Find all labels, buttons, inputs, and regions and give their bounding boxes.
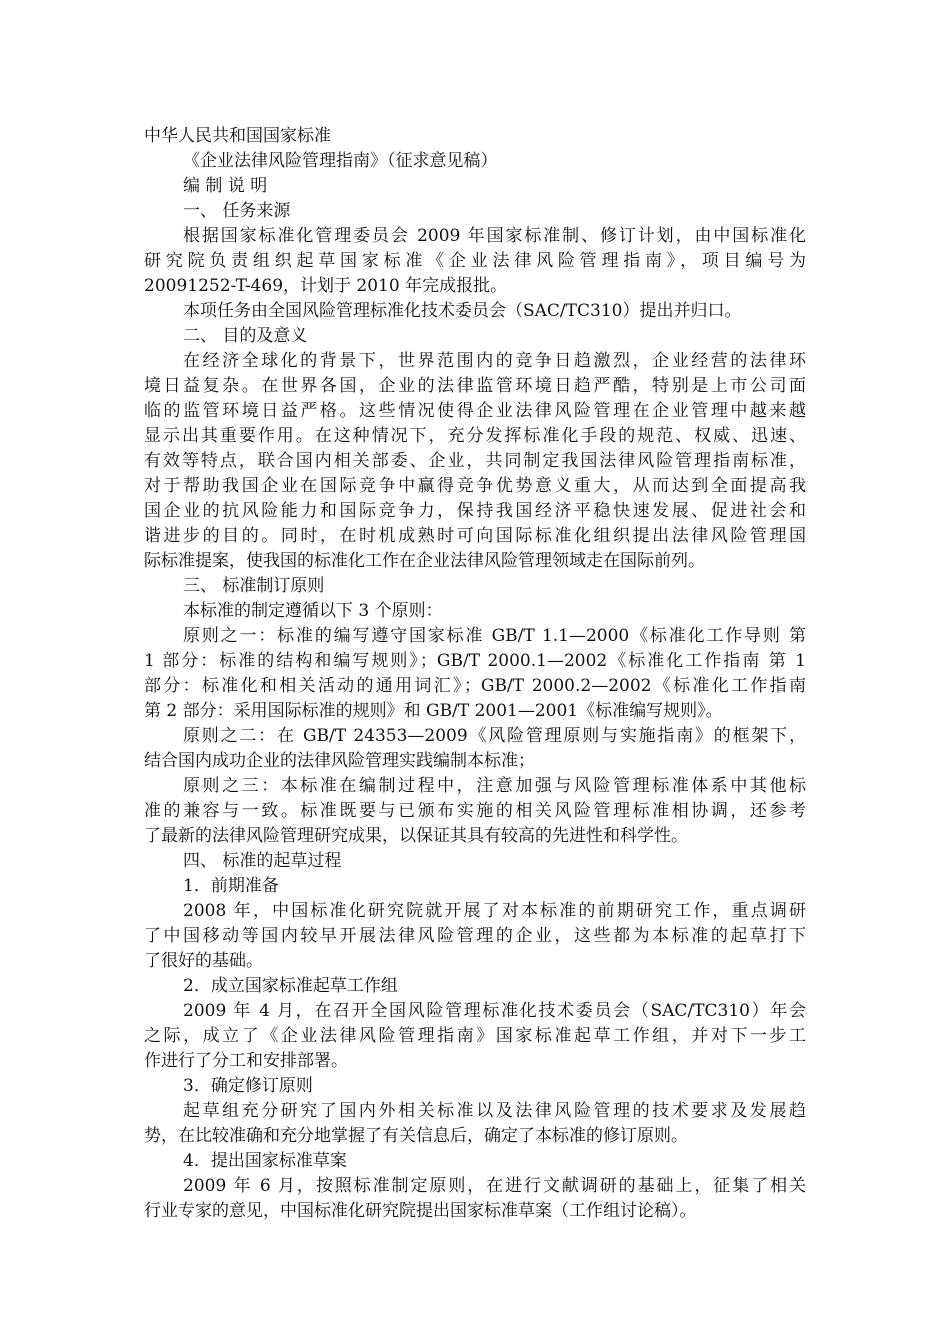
document-body: [144, 124, 806, 1224]
text-line: 行业专家的意见，中国标准化研究院提出国家标准草案（工作组讨论稿）。: [144, 1201, 697, 1221]
text-line: 在经济全球化的背景下，世界范围内的竞争日趋激烈，企业经营的法律环: [183, 351, 806, 371]
text-line: 作进行了分工和安排部署。: [144, 1051, 348, 1071]
text-line: 研究院负责组织起草国家标准《企业法律风险管理指南》，项目编号为: [144, 251, 806, 271]
text-line: 原则之二：在 GB/T 24353—2009《风险管理原则与实施指南》的框架下，: [183, 726, 806, 746]
text-line: 谐进步的目的。同时，在时机成熟时可向国际标准化组织提出法律风险管理国: [144, 526, 806, 546]
text-line: 二、 目的及意义: [183, 326, 308, 346]
text-line: 20091252-T-469，计划于 2010 年完成报批。: [144, 276, 508, 296]
text-line: 境日益复杂。在世界各国，企业的法律监管环境日趋严酷，特别是上市公司面: [144, 376, 806, 396]
text-line: 际标准提案，使我国的标准化工作在企业法律风险管理领域走在国际前列。: [144, 551, 705, 571]
text-line: 国企业的抗风险能力和国际竞争力，保持我国经济平稳快速发展、促进社会和: [144, 501, 806, 521]
text-line: 原则之三：本标准在编制过程中，注意加强与风险管理标准体系中其他标: [183, 776, 806, 796]
text-line: 编 制 说 明: [183, 176, 268, 196]
text-line: 2009 年 6 月，按照标准制定原则，在进行文献调研的基础上，征集了相关: [183, 1176, 806, 1196]
text-line: 四、 标准的起草过程: [183, 851, 342, 871]
text-line: 显示出其重要作用。在这种情况下，充分发挥标准化手段的规范、权威、迅速、: [144, 426, 806, 446]
text-line: 原则之一：标准的编写遵守国家标准 GB/T 1.1—2000《标准化工作导则 第: [183, 626, 806, 646]
text-line: 本标准的制定遵循以下 3 个原则：: [183, 601, 443, 621]
text-line: 起草组充分研究了国内外相关标准以及法律风险管理的技术要求及发展趋: [183, 1101, 806, 1121]
text-line: 2．成立国家标准起草工作组: [183, 976, 398, 996]
text-line: 准的兼容与一致。标准既要与已颁布实施的相关风险管理标准相协调，还参考: [144, 801, 806, 821]
text-line: 三、 标准制订原则: [183, 576, 325, 596]
text-line: 4．提出国家标准草案: [183, 1151, 347, 1171]
text-line: 了中国移动等国内较早开展法律风险管理的企业，这些都为本标准的起草打下: [144, 926, 806, 946]
text-line: 《企业法律风险管理指南》（征求意见稿）: [183, 151, 498, 171]
text-line: 了最新的法律风险管理研究成果，以保证其具有较高的先进性和科学性。: [144, 826, 688, 846]
text-line: 2009 年 4 月，在召开全国风险管理标准化技术委员会（SAC/TC310）年会: [183, 1001, 806, 1021]
text-line: 势，在比较准确和充分地掌握了有关信息后，确定了本标准的修订原则。: [144, 1126, 688, 1146]
text-line: 1 部分：标准的结构和编写规则》；GB/T 2000.1—2002《标准化工作指南 第 1: [144, 651, 806, 671]
text-line: 对于帮助我国企业在国际竞争中赢得竞争优势意义重大，从而达到全面提高我: [144, 476, 806, 496]
text-line: 部分：标准化和相关活动的通用词汇》；GB/T 2000.2—2002《标准化工作指南: [144, 676, 806, 696]
text-line: 本项任务由全国风险管理标准化技术委员会（SAC/TC310）提出并归口。: [183, 301, 742, 321]
text-line: 之际，成立了《企业法律风险管理指南》国家标准起草工作组，并对下一步工: [144, 1026, 806, 1046]
text-line: 2008 年，中国标准化研究院就开展了对本标准的前期研究工作，重点调研: [183, 901, 806, 921]
text-line: 第 2 部分：采用国际标准的规则》和 GB/T 2001—2001《标准编写规则》。: [144, 701, 723, 721]
text-line: 中华人民共和国国家标准: [144, 126, 331, 146]
text-line: 有效等特点，联合国内相关部委、企业，共同制定我国法律风险管理指南标准，: [144, 451, 806, 471]
text-line: 1．前期准备: [183, 876, 279, 896]
text-line: 结合国内成功企业的法律风险管理实践编制本标准；: [144, 751, 535, 771]
text-line: 一、 任务来源: [183, 201, 291, 221]
text-line: 根据国家标准化管理委员会 2009 年国家标准制、修订计划，由中国标准化: [183, 226, 806, 246]
text-line: 3．确定修订原则: [183, 1076, 313, 1096]
text-line: 临的监管环境日益严格。这些情况使得企业法律风险管理在企业管理中越来越: [144, 401, 806, 421]
text-line: 了很好的基础。: [144, 951, 263, 971]
